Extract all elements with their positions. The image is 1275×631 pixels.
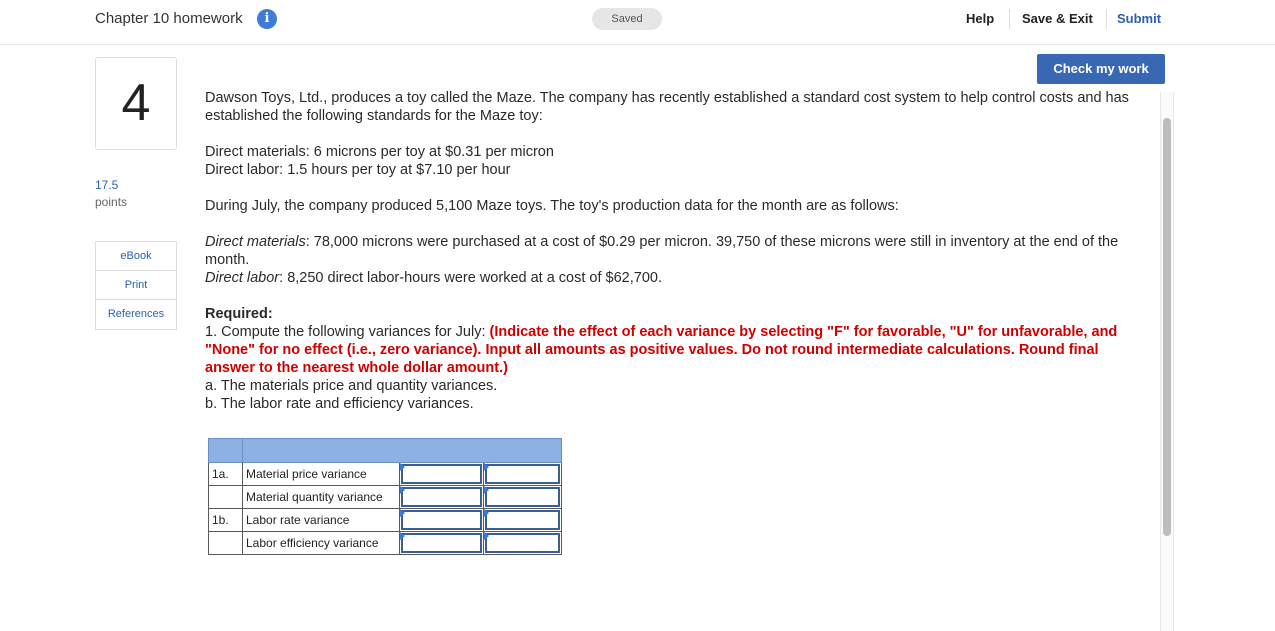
question-content <box>205 89 1145 413</box>
submit-link[interactable]: Submit <box>1117 11 1162 26</box>
input-marker-icon <box>400 532 405 540</box>
table-row <box>209 509 562 532</box>
input-marker-icon <box>484 532 489 540</box>
row-part-label <box>209 486 243 509</box>
points-label: points <box>95 195 128 209</box>
row-part-label <box>209 532 243 555</box>
table-row <box>209 486 562 509</box>
requirement-1 <box>205 323 1145 377</box>
scrollbar-thumb[interactable] <box>1163 118 1171 536</box>
check-my-work-button[interactable]: Check my work <box>1037 54 1165 84</box>
row-part-label: 1a. <box>209 463 243 486</box>
nav-divider <box>1106 9 1107 29</box>
references-link[interactable]: References <box>107 308 165 320</box>
dm-text: : 78,000 microns were purchased at a cost of $0.29 per micron. 39,750 of these microns were still in inventory at the end of the month. <box>205 234 1119 268</box>
nav-divider <box>1009 9 1010 29</box>
ebook-link[interactable]: eBook <box>96 242 176 271</box>
intro-text: Dawson Toys, Ltd., produces a toy called the Maze. The company has recently established a standard cost system to help control costs and has established the following standards for the Maze toy: <box>205 90 1129 124</box>
variance-amount-input[interactable] <box>400 463 484 486</box>
standard-labor: Direct labor: 1.5 hours per toy at $7.10 per hour <box>205 162 511 178</box>
points-value: 17.5 <box>95 178 119 192</box>
production-text: During July, the company produced 5,100 Maze toys. The toy's production data for the month are as follows: <box>205 198 899 214</box>
resource-links <box>95 241 177 330</box>
variance-effect-select[interactable] <box>484 486 562 509</box>
input-marker-icon <box>400 509 405 517</box>
input-marker-icon <box>484 486 489 494</box>
variance-table <box>208 438 562 555</box>
question-number: 4 <box>95 57 177 150</box>
row-variance-label: Labor rate variance <box>243 509 400 532</box>
direct-materials-data <box>205 233 1145 269</box>
info-icon[interactable]: i <box>257 9 277 29</box>
table-header-row <box>209 439 562 463</box>
help-link[interactable]: Help <box>966 11 995 26</box>
dm-label: Direct materials <box>205 234 306 250</box>
input-marker-icon <box>484 463 489 471</box>
top-bar <box>0 0 1275 45</box>
table-row <box>209 463 562 486</box>
saved-status-badge: Saved <box>592 8 662 30</box>
req1-prefix: 1. Compute the following variances for July: <box>205 324 490 340</box>
part-b-text: b. The labor rate and efficiency variances. <box>205 396 474 412</box>
req1-instructions: (Indicate the effect of each variance by selecting "F" for favorable, "U" for unfavorable, and "None" for no effect (i.e., zero variance). Input all amounts as positive values. Do not round intermediate calculations. Round final answer to the nearest whole dollar amount.) <box>205 324 1118 376</box>
save-exit-link[interactable]: Save & Exit <box>1022 11 1093 26</box>
variance-amount-input[interactable] <box>400 532 484 555</box>
dl-text: : 8,250 direct labor-hours were worked at a cost of $62,700. <box>279 270 662 286</box>
dl-label: Direct labor <box>205 270 280 286</box>
direct-labor-data <box>205 269 1145 287</box>
input-marker-icon <box>484 509 489 517</box>
row-variance-label: Material quantity variance <box>243 486 400 509</box>
row-variance-label: Material price variance <box>243 463 400 486</box>
input-marker-icon <box>400 486 405 494</box>
variance-amount-input[interactable] <box>400 509 484 532</box>
required-label: Required: <box>205 306 273 322</box>
variance-effect-select[interactable] <box>484 509 562 532</box>
part-a-text: a. The materials price and quantity variances. <box>205 378 498 394</box>
variance-effect-select[interactable] <box>484 463 562 486</box>
row-variance-label: Labor efficiency variance <box>243 532 400 555</box>
variance-amount-input[interactable] <box>400 486 484 509</box>
table-row <box>209 532 562 555</box>
variance-effect-select[interactable] <box>484 532 562 555</box>
standard-materials: Direct materials: 6 microns per toy at $0.31 per micron <box>205 144 554 160</box>
print-link[interactable]: Print <box>96 271 176 300</box>
assignment-title: Chapter 10 homework <box>95 10 243 27</box>
input-marker-icon <box>400 463 405 471</box>
row-part-label: 1b. <box>209 509 243 532</box>
